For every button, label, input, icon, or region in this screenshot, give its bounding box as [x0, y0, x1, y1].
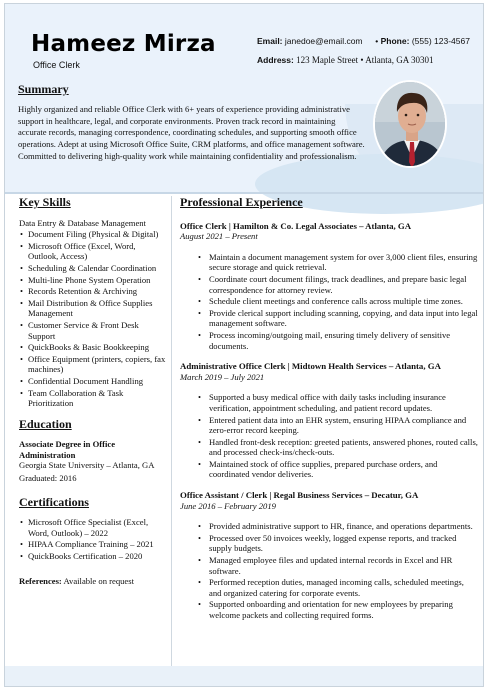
- job-bullet: • Managed employee files and updated internal records in Excel and HR software.: [209, 555, 478, 576]
- job-bullet: • Provide clerical support including scanning, copying, and data input into legal management software.: [209, 308, 478, 329]
- job-bullet: • Handled front-desk reception: greeted patients, answered phones, routed calls, and processed check-ins/check-outs.: [209, 437, 478, 458]
- education-heading: Education: [19, 416, 72, 431]
- address-value: 123 Maple Street • Atlanta, GA 30301: [296, 55, 434, 65]
- skill-item: • Office Equipment (printers, copiers, fax machines): [19, 354, 167, 375]
- certifications-list: [19, 517, 167, 561]
- email-value: janedoe@email.com: [284, 36, 363, 46]
- job-bullet: • Coordinate court document filings, track deadlines, and prepare basic legal correspondence for attorney review.: [209, 274, 478, 295]
- skill-item: • Mail Distribution & Office Supplies Management: [19, 298, 167, 319]
- job-title: Office Clerk | Hamilton & Co. Legal Associates – Atlanta, GA: [180, 220, 412, 231]
- job-dates: August 2021 – Present: [180, 231, 258, 242]
- job-bullets: [180, 521, 478, 620]
- profile-photo: [373, 80, 447, 168]
- summary-paragraph: Highly organized and reliable Office Clerk with 6+ years of experience providing administrative support in healthcare, legal, and corporate environments. Proven track record in maintaining accurate records, managing correspondence, coordinating schedules, and supporting smooth office operations. Adept at using Microsoft Office Suite, CRM platforms, and office management software. Committed to delivering high-quality work while maintaining confidentiality and professionalism.: [18, 104, 365, 161]
- skill-item: • Scheduling & Calendar Coordination: [19, 263, 167, 274]
- phone-label: Phone:: [380, 36, 410, 46]
- contact-address: [257, 55, 433, 65]
- job-bullet: • Maintained stock of office supplies, prepared purchase orders, and coordinated vendor deliveries.: [209, 459, 478, 480]
- contact-email-phone: [257, 36, 470, 46]
- job-bullet: • Process incoming/outgoing mail, ensuring timely delivery of sensitive documents.: [209, 330, 478, 351]
- address-label: Address:: [257, 55, 294, 65]
- job-bullet: • Supported a busy medical office with daily tasks including insurance verification, appointment scheduling, and patient record updates.: [209, 392, 478, 413]
- skills-list: [19, 229, 167, 409]
- job-title: Administrative Office Clerk | Midtown Health Services – Atlanta, GA: [180, 361, 441, 372]
- phone-value: (555) 123-4567: [411, 36, 470, 46]
- skill-item: • Document Filing (Physical & Digital): [19, 229, 167, 240]
- skill-item: • Microsoft Office (Excel, Word, Outlook, Access): [19, 241, 167, 262]
- certification-item: • Microsoft Office Specialist (Excel, Word, Outlook) – 2022: [19, 517, 167, 538]
- skill-item: • Confidential Document Handling: [19, 376, 167, 387]
- skill-item: • QuickBooks & Basic Bookkeeping: [19, 342, 167, 353]
- certifications-heading: Certifications: [19, 494, 89, 509]
- degree-name: Associate Degree in Office Administration: [19, 439, 116, 460]
- bullet-separator: •: [375, 36, 379, 46]
- summary-heading: Summary: [18, 82, 69, 96]
- job-bullet: • Processed over 50 invoices weekly, logged expense reports, and tracked supply budgets.: [209, 533, 478, 554]
- job-dates: June 2016 – February 2019: [180, 500, 276, 511]
- skill-item: • Multi-line Phone System Operation: [19, 275, 167, 286]
- job-bullet: • Maintain a document management system for over 3,000 client files, ensuring secure storage and quick retrieval.: [209, 252, 478, 273]
- skill-item: • Team Collaboration & Task Prioritization: [19, 388, 167, 409]
- candidate-role: Office Clerk: [33, 60, 80, 70]
- candidate-name: Hameez Mirza: [31, 31, 216, 57]
- certification-item: • HIPAA Compliance Training – 2021: [19, 539, 167, 550]
- skill-item: • Customer Service & Front Desk Support: [19, 320, 167, 341]
- resume-page: [4, 3, 484, 687]
- right-column: [180, 197, 478, 631]
- experience-heading: Professional Experience: [180, 195, 303, 209]
- job-dates: March 2019 – July 2021: [180, 371, 265, 382]
- school-name: Georgia State University – Atlanta, GA: [19, 460, 155, 471]
- skill-item: Data Entry & Database Management: [19, 217, 146, 228]
- certification-item: • QuickBooks Certification – 2020: [19, 551, 167, 562]
- references-line: [19, 576, 167, 587]
- skill-item: • Records Retention & Archiving: [19, 286, 167, 297]
- job-bullet: • Supported onboarding and orientation for new employees by preparing welcome packets and collecting required forms.: [209, 599, 478, 620]
- email-label: Email:: [257, 36, 283, 46]
- job-bullet: • Performed reception duties, managed incoming calls, scheduled meetings, and organized catering for corporate events.: [209, 577, 478, 598]
- job-bullet: • Entered patient data into an EHR system, ensuring HIPAA compliance and zero-error record keeping.: [209, 415, 478, 436]
- job-bullets: [180, 252, 478, 351]
- job-bullets: [180, 392, 478, 480]
- job-bullet: • Provided administrative support to HR, finance, and operations departments.: [209, 521, 478, 532]
- column-divider: [171, 196, 172, 666]
- key-skills-heading: Key Skills: [19, 195, 71, 209]
- header-divider: [5, 192, 484, 194]
- graduation-year: Graduated: 2016: [19, 473, 77, 484]
- references-label: References:: [19, 575, 62, 586]
- left-column: [19, 197, 167, 586]
- job-bullet: • Schedule client meetings and conference calls across multiple time zones.: [209, 296, 478, 307]
- references-text: Available on request: [63, 575, 134, 586]
- job-title: Office Assistant / Clerk | Regal Business Services – Decatur, GA: [180, 490, 419, 501]
- footer-band: [5, 666, 484, 687]
